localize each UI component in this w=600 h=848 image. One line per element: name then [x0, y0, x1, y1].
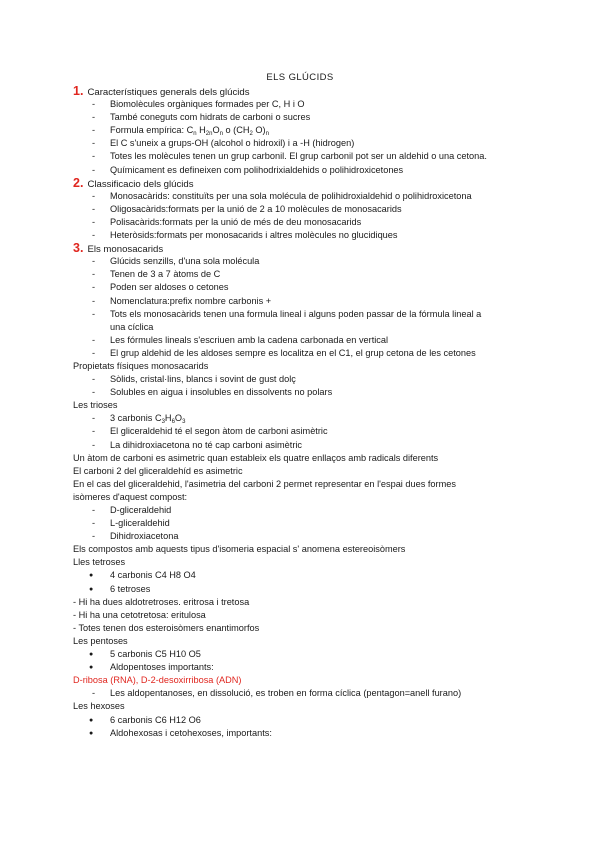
- paragraph: Un àtom de carboni es asimetric quan estableix els quatre enllaços amb radicals diferents: [73, 452, 439, 463]
- document-body: [73, 85, 573, 740]
- list-item: - Heteròsids:formats per monosacarids i altres molècules no glucidiques: [73, 229, 573, 242]
- hexoses-heading: Les hexoses: [73, 701, 125, 712]
- list-item: - També coneguts com hidrats de carboni o sucres: [73, 111, 573, 124]
- pentoses-heading: Les pentoses: [73, 635, 128, 646]
- bullet-item: ● 6 carbonis C6 H12 O6: [73, 714, 573, 727]
- note-line: - Totes tenen dos esteroisòmers enantimorfos: [73, 622, 260, 633]
- section-3-heading: 3. Els monosacarids: [73, 241, 164, 256]
- list-item: - Polisacàrids:formats per la unió de més de deu monosacarids: [73, 216, 573, 229]
- properties-heading: Propietats físiques monosacarids: [73, 360, 209, 371]
- list-item: - Tots els monosacàrids tenen una formula lineal i alguns poden passar de la fórmula lineal a: [73, 308, 573, 321]
- list-item: - Dihidroxiacetona: [73, 530, 573, 543]
- list-item: - El grup aldehid de les aldoses sempre es localitza en el C1, el grup cetona de les cetones: [73, 347, 573, 360]
- bullet-item: ● Aldopentoses importants:: [73, 661, 573, 674]
- page-title: ELS GLÚCIDS: [266, 72, 334, 83]
- list-item: - Oligosacàrids:formats per la unió de 2 a 10 molècules de monosacarids: [73, 203, 573, 216]
- list-item: - El gliceraldehid té el segon àtom de carboni asimètric: [73, 425, 573, 438]
- list-item: - Poden ser aldoses o cetones: [73, 281, 573, 294]
- list-item: - D-gliceraldehid: [73, 504, 573, 517]
- list-item: - L-gliceraldehid: [73, 517, 573, 530]
- bullet-item: ● 6 tetroses: [73, 583, 573, 596]
- paragraph: isòmeres d'aquest compost:: [73, 491, 188, 502]
- list-item: - Biomolècules orgàniques formades per C, H i O: [73, 98, 573, 111]
- list-item: - Nomenclatura:prefix nombre carbonis +: [73, 295, 573, 308]
- paragraph: En el cas del gliceraldehid, l'asimetria del carboni 2 permet representar en l'espai dues formes: [73, 478, 456, 489]
- list-item-formula: - Formula empírica: $C_n$ $H_{2n}O_n$ o ($CH_2$ $O)_n$: [73, 124, 573, 137]
- note-line: - Hi ha dues aldotretroses. eritrosa i tretosa: [73, 596, 250, 607]
- list-item: - Monosacàrids: constituïts per una sola molécula de polihidroxialdehid o polihidroxicetona: [73, 190, 573, 203]
- list-item: - Les fórmules lineals s'escriuen amb la cadena carbonada en vertical: [73, 334, 573, 347]
- list-item: - Químicament es defineixen com polihodrixialdehids o polihidroxicetones: [73, 164, 573, 177]
- bullet-item: ● 5 carbonis C5 H10 O5: [73, 648, 573, 661]
- highlighted-line: D-ribosa (RNA), D-2-desoxirribosa (ADN): [73, 675, 242, 686]
- list-item: - Glúcids senzills, d'una sola molécula: [73, 255, 573, 268]
- list-item: - Solubles en aigua i insolubles en dissolvents no polars: [73, 386, 573, 399]
- list-item: - Sòlids, cristal·lins, blancs i sovint de gust dolç: [73, 373, 573, 386]
- tetroses-heading: Lles tetroses: [73, 557, 126, 568]
- list-item: - Les aldopentanoses, en dissolució, es troben en forma cíclica (pentagon=anell furano): [73, 687, 573, 700]
- bullet-item: ● 4 carbonis C4 H8 O4: [73, 569, 573, 582]
- bullet-item: ● Aldohexosas i cetohexoses, importants:: [73, 727, 573, 740]
- section-1-heading: 1. Característiques generals dels glúcids: [73, 84, 250, 98]
- paragraph: El carboni 2 del gliceraldehíd es asimetric: [73, 465, 243, 476]
- list-item: - El C s'uneix a grups-OH (alcohol o hidroxil) i a -H (hidrogen): [73, 137, 573, 150]
- section-2-heading: 2. Classificacio dels glúcids: [73, 175, 194, 190]
- list-item-formula: - 3 carbonis $C_3H_6O_3$: [73, 412, 573, 425]
- list-item: - La dihidroxiacetona no té cap carboni asimètric: [73, 439, 573, 452]
- list-item: - Tenen de 3 a 7 àtoms de C: [73, 268, 573, 281]
- note-line: - Hi ha una cetotretosa: eritulosa: [73, 609, 206, 620]
- list-item-continuation: una cíclica: [110, 321, 154, 332]
- trioses-heading: Les trioses: [73, 400, 118, 411]
- list-item: - Totes les molècules tenen un grup carbonil. El grup carbonil pot ser un aldehid o una cetona.: [73, 150, 573, 163]
- paragraph: Els compostos amb aquests tipus d'isomeria espacial s' anomena estereoisòmers: [73, 544, 406, 555]
